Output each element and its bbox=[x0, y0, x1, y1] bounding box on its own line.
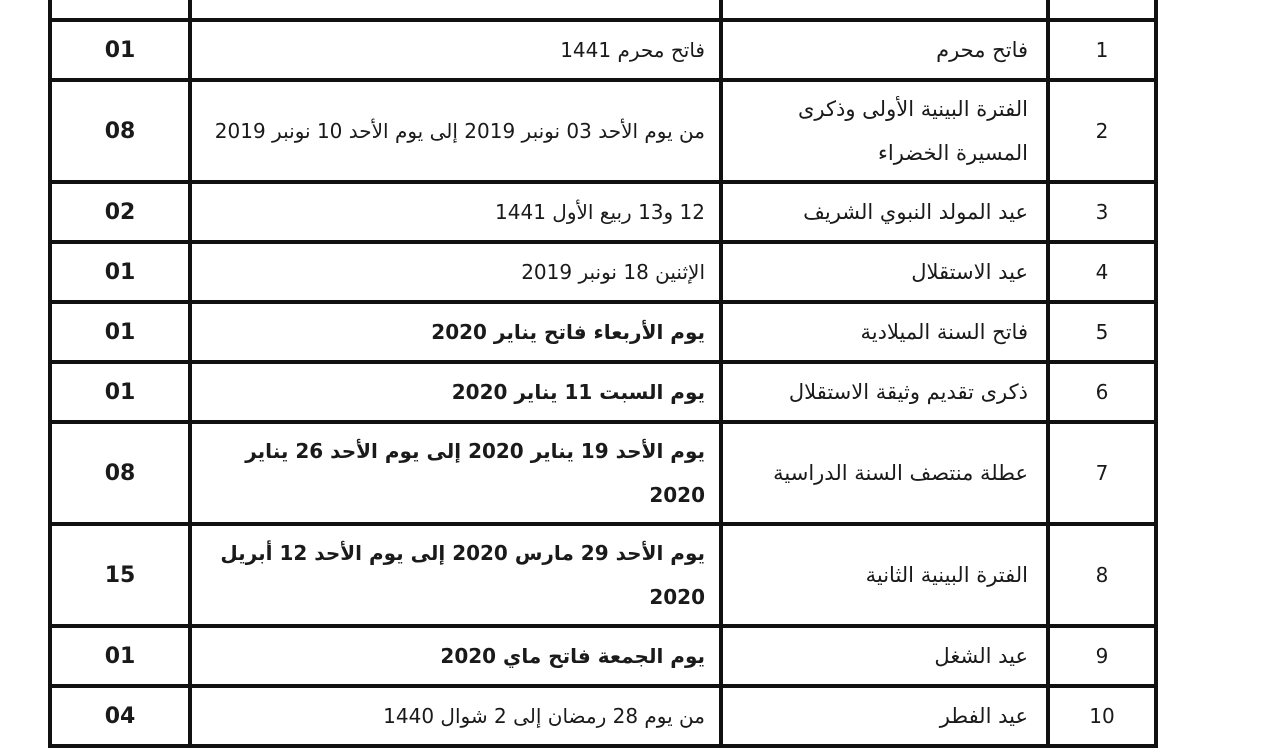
row-number: 10 bbox=[1048, 686, 1156, 746]
row-occasion: فاتح السنة الميلادية bbox=[721, 302, 1048, 362]
row-number: 5 bbox=[1048, 302, 1156, 362]
table-row bbox=[50, 242, 1156, 302]
table-row bbox=[50, 686, 1156, 746]
row-occasion: عيد الشغل bbox=[721, 626, 1048, 686]
row-number: 7 bbox=[1048, 422, 1156, 524]
row-days: 01 bbox=[50, 626, 190, 686]
table-row bbox=[50, 20, 1156, 80]
row-date: من يوم 28 رمضان إلى 2 شوال 1440 bbox=[190, 686, 721, 746]
holiday-table bbox=[48, 0, 1158, 748]
table-row bbox=[50, 182, 1156, 242]
row-days: 01 bbox=[50, 20, 190, 80]
row-date: يوم الأحد 29 مارس 2020 إلى يوم الأحد 12 أبريل 2020 bbox=[190, 524, 721, 626]
table-row bbox=[50, 524, 1156, 626]
row-days: 08 bbox=[50, 80, 190, 182]
row-days: 01 bbox=[50, 302, 190, 362]
row-days: 02 bbox=[50, 182, 190, 242]
row-occasion: ذكرى تقديم وثيقة الاستقلال bbox=[721, 362, 1048, 422]
table-row bbox=[50, 626, 1156, 686]
header-cell-number bbox=[1048, 0, 1156, 20]
table-row bbox=[50, 362, 1156, 422]
row-date: الإثنين 18 نونبر 2019 bbox=[190, 242, 721, 302]
row-number: 9 bbox=[1048, 626, 1156, 686]
row-occasion: عيد المولد النبوي الشريف bbox=[721, 182, 1048, 242]
row-number: 3 bbox=[1048, 182, 1156, 242]
row-occasion: عيد الاستقلال bbox=[721, 242, 1048, 302]
row-date: من يوم الأحد 03 نونبر 2019 إلى يوم الأحد 10 نونبر 2019 bbox=[190, 80, 721, 182]
header-cell-date bbox=[190, 0, 721, 20]
row-days: 15 bbox=[50, 524, 190, 626]
row-number: 1 bbox=[1048, 20, 1156, 80]
row-date: يوم السبت 11 يناير 2020 bbox=[190, 362, 721, 422]
row-occasion: فاتح محرم bbox=[721, 20, 1048, 80]
table-row bbox=[50, 80, 1156, 182]
row-date: يوم الأربعاء فاتح يناير 2020 bbox=[190, 302, 721, 362]
table-header-row-partial bbox=[50, 0, 1156, 20]
row-occasion: الفترة البينية الثانية bbox=[721, 524, 1048, 626]
row-date: يوم الجمعة فاتح ماي 2020 bbox=[190, 626, 721, 686]
row-occasion: عطلة منتصف السنة الدراسية bbox=[721, 422, 1048, 524]
row-days: 01 bbox=[50, 362, 190, 422]
row-number: 8 bbox=[1048, 524, 1156, 626]
row-days: 01 bbox=[50, 242, 190, 302]
row-days: 04 bbox=[50, 686, 190, 746]
row-number: 6 bbox=[1048, 362, 1156, 422]
row-date: 12 و13 ربيع الأول 1441 bbox=[190, 182, 721, 242]
header-cell-days bbox=[50, 0, 190, 20]
row-number: 4 bbox=[1048, 242, 1156, 302]
table-row bbox=[50, 422, 1156, 524]
table-row bbox=[50, 302, 1156, 362]
row-occasion: الفترة البينية الأولى وذكرى المسيرة الخضراء bbox=[721, 80, 1048, 182]
row-days: 08 bbox=[50, 422, 190, 524]
row-date: فاتح محرم 1441 bbox=[190, 20, 721, 80]
header-cell-occasion bbox=[721, 0, 1048, 20]
row-number: 2 bbox=[1048, 80, 1156, 182]
row-occasion: عيد الفطر bbox=[721, 686, 1048, 746]
row-date: يوم الأحد 19 يناير 2020 إلى يوم الأحد 26 يناير 2020 bbox=[190, 422, 721, 524]
